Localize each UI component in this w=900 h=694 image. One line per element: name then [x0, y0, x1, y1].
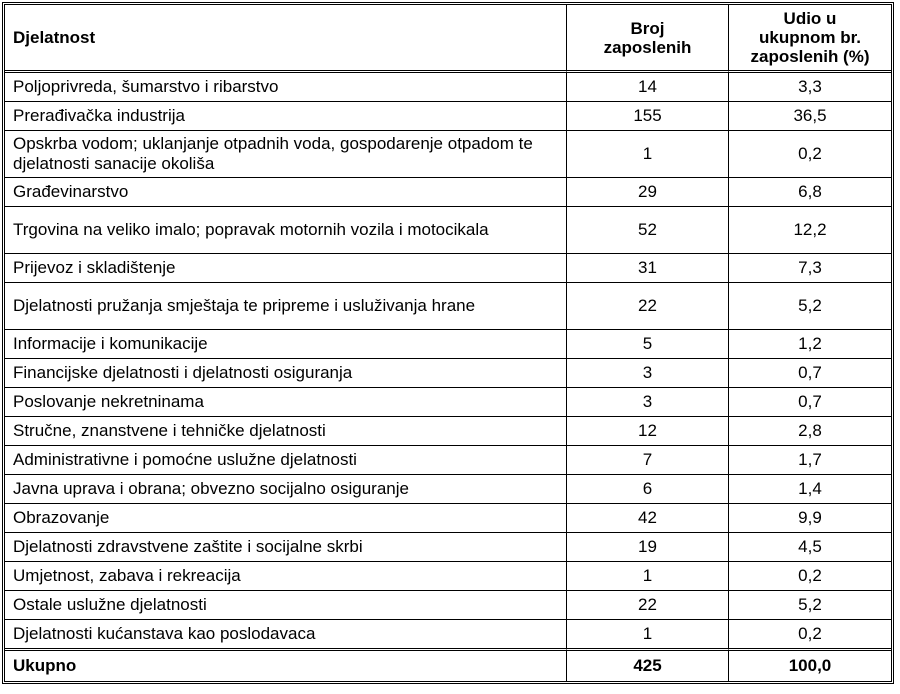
share-cell: 1,2	[729, 330, 891, 359]
share-cell: 5,2	[729, 591, 891, 620]
activity-cell: Građevinarstvo	[5, 178, 567, 207]
activity-cell: Djelatnosti kućanstava kao poslodavaca	[5, 620, 567, 648]
share-cell: 1,4	[729, 475, 891, 504]
employees-cell: 1	[567, 562, 729, 591]
employees-cell: 31	[567, 254, 729, 283]
share-cell: 3,3	[729, 73, 891, 102]
header-share-line1: Udio u	[783, 9, 837, 28]
total-employees: 425	[567, 648, 729, 681]
activity-cell: Financijske djelatnosti i djelatnosti osiguranja	[5, 359, 567, 388]
employment-by-activity-table	[4, 4, 892, 682]
activity-cell: Prerađivačka industrija	[5, 102, 567, 131]
employees-cell: 6	[567, 475, 729, 504]
table-row	[5, 178, 891, 207]
employees-cell: 22	[567, 591, 729, 620]
share-cell: 1,7	[729, 446, 891, 475]
activity-cell: Stručne, znanstvene i tehničke djelatnosti	[5, 417, 567, 446]
employees-cell: 1	[567, 131, 729, 178]
share-cell: 5,2	[729, 283, 891, 330]
table-header	[5, 5, 891, 73]
employees-cell: 7	[567, 446, 729, 475]
employees-cell: 29	[567, 178, 729, 207]
table-row	[5, 131, 891, 178]
activity-cell: Djelatnosti pružanja smještaja te pripreme i usluživanja hrane	[5, 283, 567, 330]
employees-cell: 14	[567, 73, 729, 102]
share-cell: 2,8	[729, 417, 891, 446]
share-cell: 7,3	[729, 254, 891, 283]
table-row	[5, 254, 891, 283]
table-footer	[5, 648, 891, 681]
activity-cell: Djelatnosti zdravstvene zaštite i socijalne skrbi	[5, 533, 567, 562]
activity-cell: Ostale uslužne djelatnosti	[5, 591, 567, 620]
header-share-line2: ukupnom br.	[759, 28, 861, 47]
table-row	[5, 562, 891, 591]
share-cell: 36,5	[729, 102, 891, 131]
activity-cell: Administrativne i pomoćne uslužne djelatnosti	[5, 446, 567, 475]
activity-cell: Obrazovanje	[5, 504, 567, 533]
table-row	[5, 475, 891, 504]
activity-cell: Poslovanje nekretninama	[5, 388, 567, 417]
share-cell: 6,8	[729, 178, 891, 207]
header-activity: Djelatnost	[5, 5, 567, 73]
table-row	[5, 504, 891, 533]
employees-cell: 155	[567, 102, 729, 131]
header-row	[5, 5, 891, 73]
header-employees-line2: zaposlenih	[603, 37, 692, 57]
table-row	[5, 591, 891, 620]
activity-cell: Poljoprivreda, šumarstvo i ribarstvo	[5, 73, 567, 102]
activity-cell: Opskrba vodom; uklanjanje otpadnih voda, gospodarenje otpadom te djelatnosti sanacije okoliša	[5, 131, 567, 178]
table-body	[5, 73, 891, 648]
share-cell: 0,7	[729, 359, 891, 388]
activity-cell: Prijevoz i skladištenje	[5, 254, 567, 283]
share-cell: 9,9	[729, 504, 891, 533]
table-row	[5, 283, 891, 330]
table-row	[5, 207, 891, 254]
table-row	[5, 330, 891, 359]
header-employees-line1: Broj	[630, 18, 665, 38]
total-share: 100,0	[729, 648, 891, 681]
employees-cell: 52	[567, 207, 729, 254]
table-row	[5, 446, 891, 475]
share-cell: 4,5	[729, 533, 891, 562]
table-row	[5, 533, 891, 562]
employees-cell: 19	[567, 533, 729, 562]
share-cell: 0,2	[798, 624, 822, 643]
header-share	[729, 5, 891, 73]
share-cell: 12,2	[729, 207, 891, 254]
table-row	[5, 102, 891, 131]
employees-cell: 3	[567, 359, 729, 388]
activity-cell: Javna uprava i obrana; obvezno socijalno osiguranje	[5, 475, 567, 504]
employees-cell: 22	[567, 283, 729, 330]
header-share-line3: zaposlenih (%)	[750, 47, 870, 66]
employees-cell: 12	[567, 417, 729, 446]
share-cell: 0,2	[729, 562, 891, 591]
activity-cell: Informacije i komunikacije	[5, 330, 567, 359]
table-row	[5, 620, 891, 648]
employees-cell: 42	[567, 504, 729, 533]
share-cell: 0,2	[729, 131, 891, 178]
activity-cell: Umjetnost, zabava i rekreacija	[5, 562, 567, 591]
employees-cell: 3	[567, 388, 729, 417]
table-row	[5, 73, 891, 102]
share-cell: 0,7	[729, 388, 891, 417]
employees-cell: 5	[567, 330, 729, 359]
header-employees	[567, 5, 729, 73]
table-row	[5, 359, 891, 388]
table-row	[5, 388, 891, 417]
table-row	[5, 417, 891, 446]
employment-table-container	[4, 4, 892, 682]
total-row	[5, 648, 891, 681]
employees-cell: 1	[567, 620, 729, 648]
activity-cell: Trgovina na veliko imalo; popravak motornih vozila i motocikala	[5, 207, 567, 254]
total-label: Ukupno	[5, 648, 567, 681]
